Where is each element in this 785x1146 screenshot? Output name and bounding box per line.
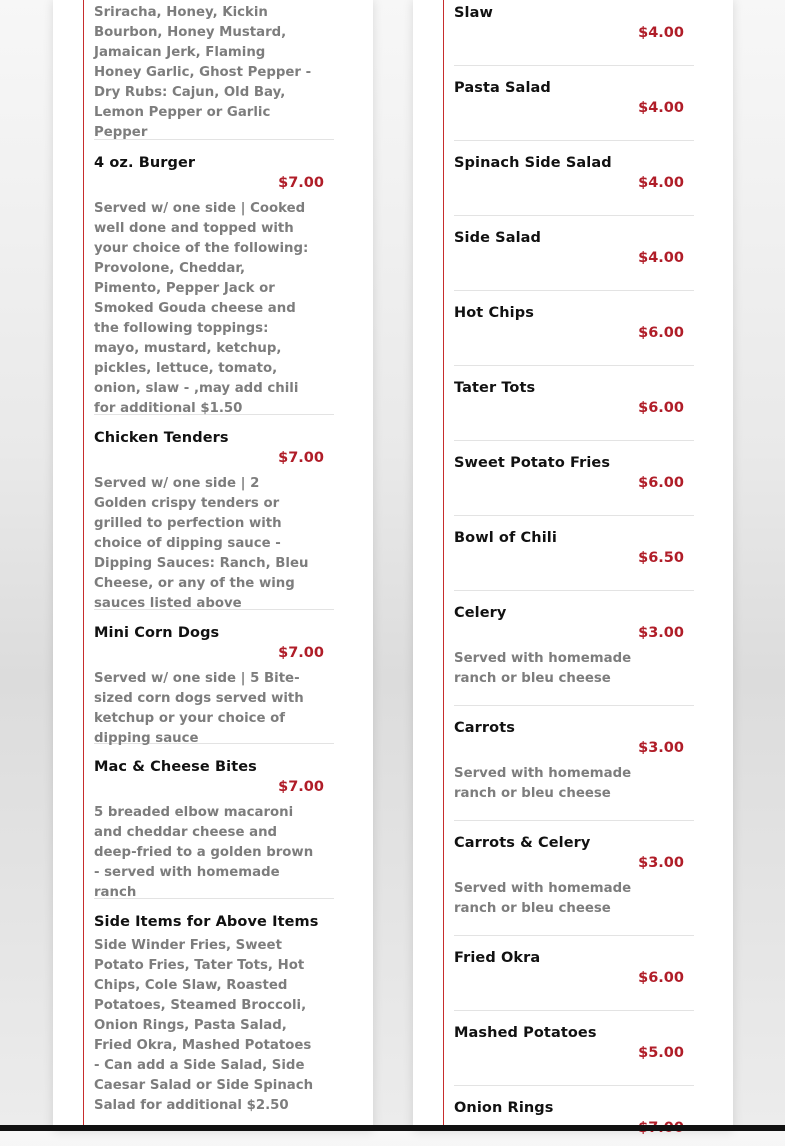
item-description: Served with homemade ranch or bleu cheese — [454, 881, 632, 916]
menu-item[interactable] — [454, 141, 694, 216]
menu-item[interactable] — [94, 744, 334, 899]
menu-item[interactable] — [454, 516, 694, 591]
item-name: Bowl of Chili — [454, 530, 557, 546]
item-description: Served with homemade ranch or bleu cheese — [454, 651, 632, 686]
item-name: 4 oz. Burger — [94, 155, 196, 171]
item-price: $7.00 — [278, 450, 324, 466]
item-description: Served w/ one side | 5 Bite-sized corn dogs served with ketchup or your choice of dipping sauce — [94, 671, 304, 746]
item-price: $4.00 — [638, 100, 684, 116]
item-name: Mini Corn Dogs — [94, 625, 220, 641]
item-name: Mashed Potatoes — [454, 1025, 597, 1041]
item-name: Pasta Salad — [454, 80, 551, 96]
item-price: $6.00 — [638, 325, 684, 341]
item-price: $7.00 — [278, 175, 324, 191]
item-price: $3.00 — [638, 740, 684, 756]
item-price: $4.00 — [638, 25, 684, 41]
menu-item[interactable] — [454, 1086, 694, 1146]
item-name: Side Salad — [454, 230, 542, 246]
item-description: Sriracha, Honey, Kickin Bourbon, Honey Mustard, Jamaican Jerk, Flaming Honey Garlic, Ghost Pepper - Dry Rubs: Cajun, Old Bay, Lemon Pepper or Garlic Pepper — [94, 5, 312, 140]
accent-line — [83, 0, 84, 1131]
bottom-bar — [0, 1125, 785, 1131]
item-name: Carrots & Celery — [454, 835, 591, 851]
menu-card-right — [413, 0, 733, 1131]
menu-item[interactable] — [454, 441, 694, 516]
menu-item[interactable] — [94, 610, 334, 744]
item-name: Spinach Side Salad — [454, 155, 612, 171]
item-price: $6.00 — [638, 475, 684, 491]
item-price: $3.00 — [638, 855, 684, 871]
item-name: Hot Chips — [454, 305, 534, 321]
item-price: $6.50 — [638, 550, 684, 566]
item-name: Fried Okra — [454, 950, 541, 966]
item-name: Slaw — [454, 5, 493, 21]
item-name: Chicken Tenders — [94, 430, 229, 446]
menu-list-right — [454, 0, 694, 1146]
item-description: Served with homemade ranch or bleu cheese — [454, 766, 632, 801]
menu-item[interactable] — [454, 216, 694, 291]
item-description: Side Winder Fries, Sweet Potato Fries, Tater Tots, Hot Chips, Cole Slaw, Roasted Potatoes, Steamed Broccoli, Onion Rings, Pasta Salad, Fried Okra, Mashed Potatoes - Can add a Side Salad, Side Caesar Salad or Side Spinach Salad for additional $2.50 — [94, 938, 314, 1113]
item-price: $6.00 — [638, 970, 684, 986]
menu-item[interactable] — [454, 0, 694, 66]
menu-item[interactable] — [454, 291, 694, 366]
menu-item[interactable] — [454, 591, 694, 706]
menu-item[interactable] — [454, 366, 694, 441]
item-name: Onion Rings — [454, 1100, 554, 1116]
item-description: Served w/ one side | 2 Golden crispy tenders or grilled to perfection with choice of dipping sauce - Dipping Sauces: Ranch, Bleu Cheese, or any of the wing sauces listed above — [94, 476, 309, 611]
item-description: 5 breaded elbow macaroni and cheddar cheese and deep-fried to a golden brown - served with homemade ranch — [94, 805, 314, 900]
menu-card-left — [53, 0, 373, 1131]
item-name: Side Items for Above Items — [94, 914, 319, 930]
menu-item[interactable] — [454, 821, 694, 936]
item-price: $7.00 — [278, 645, 324, 661]
item-price: $3.00 — [638, 625, 684, 641]
menu-item[interactable] — [454, 1011, 694, 1086]
menu-item[interactable] — [454, 66, 694, 141]
item-price: $4.00 — [638, 250, 684, 266]
menu-item[interactable] — [454, 936, 694, 1011]
item-price: $7.00 — [278, 779, 324, 795]
item-name: Carrots — [454, 720, 515, 736]
accent-line — [443, 0, 444, 1131]
menu-item-continued — [94, 0, 334, 140]
menu-item[interactable] — [94, 415, 334, 610]
item-name: Mac & Cheese Bites — [94, 759, 257, 775]
item-name: Tater Tots — [454, 380, 536, 396]
menu-item[interactable] — [94, 140, 334, 415]
item-name: Sweet Potato Fries — [454, 455, 611, 471]
menu-item[interactable] — [94, 899, 334, 1131]
item-price: $4.00 — [638, 175, 684, 191]
item-name: Celery — [454, 605, 507, 621]
item-price: $5.00 — [638, 1045, 684, 1061]
menu-item[interactable] — [454, 706, 694, 821]
item-description: Served w/ one side | Cooked well done and topped with your choice of the following: Provolone, Cheddar, Pimento, Pepper Jack or Smoked Gouda cheese and the following toppings: mayo, mustard, ketchup, pickles, lettuce, tomato, onion, slaw - ,may add chili for additional $1.50 — [94, 201, 309, 416]
item-price: $6.00 — [638, 400, 684, 416]
menu-list-left — [94, 0, 334, 1131]
